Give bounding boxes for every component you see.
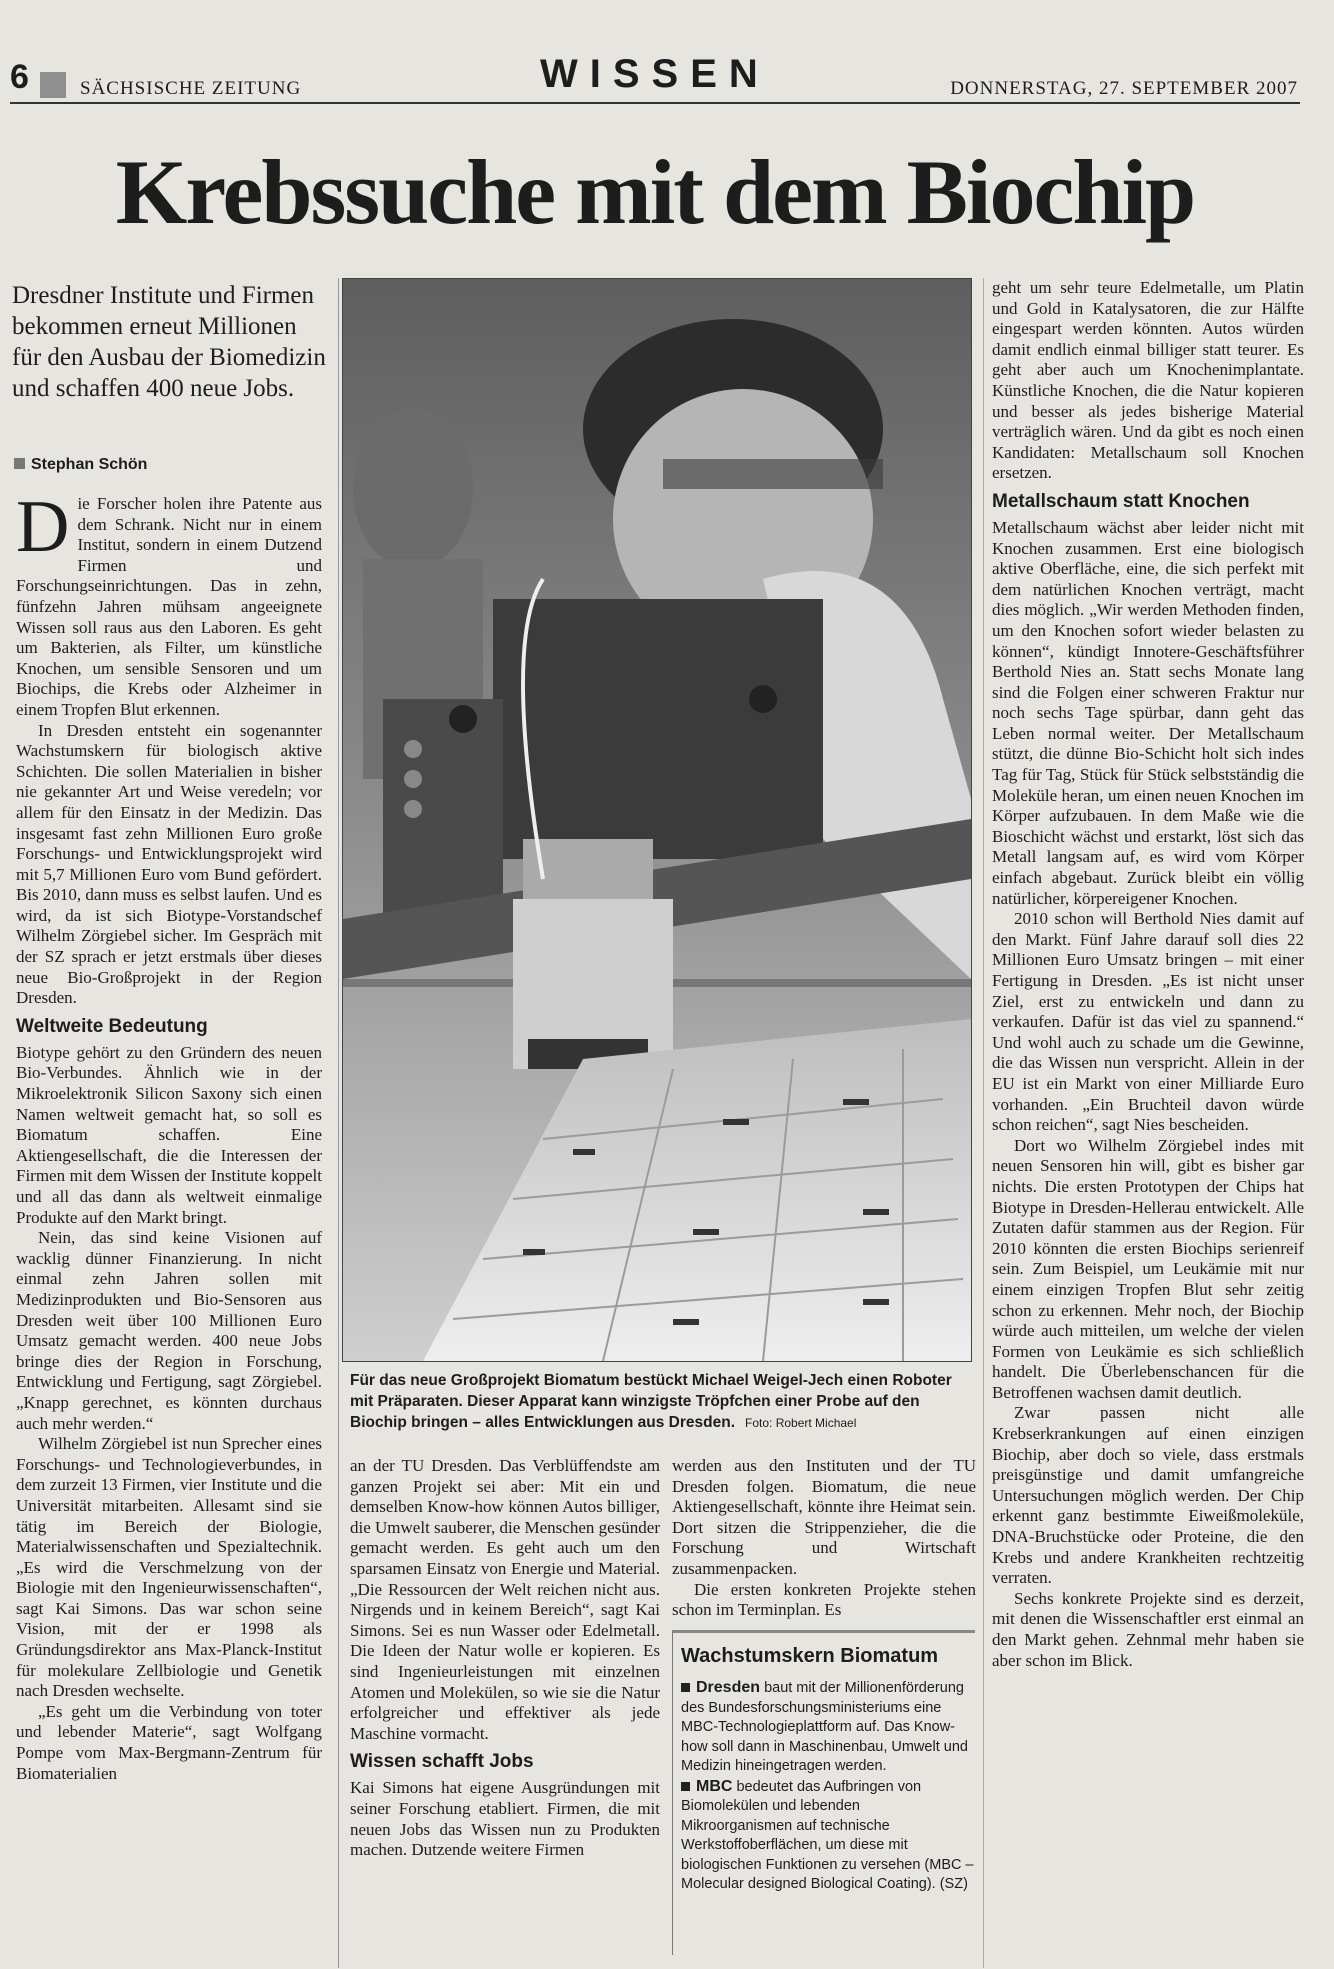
- info-item-mbc: [681, 1777, 975, 1895]
- article-column-3: [672, 1456, 976, 1621]
- page-number-box: [40, 72, 66, 98]
- paragraph: an der TU Dresden. Das Verblüffendste am ganzen Projekt sei aber: Mit ein und demselben Know-how können Autos billiger, die Umwelt sauberer, die Menschen gesünder gemacht werden. Es geht auch um den sparsamen Einsatz von Energie und Material. „Die Ressourcen der Welt reichen nicht aus. Nirgends und in keinem Bereich“, sagt Kai Simons. Sei es nun Wasser oder Edelmetall. Die Ideen der Natur wolle er kopieren. Es sind Ingenieurleistungen mit einzelnen Atomen und Molekülen, so wie sie die Natur erfolgreicher und effektiver als jede Maschine vormacht.: [350, 1456, 660, 1743]
- info-box-title: Wachstumskern Biomatum: [681, 1645, 939, 1667]
- paragraph: „Es geht um die Verbindung von toter und lebender Materie“, sagt Wolfgang Pompe vom Max-Bergmann-Zentrum für Biomaterialien: [16, 1701, 322, 1783]
- robot-photo-illustration: [343, 279, 971, 1361]
- section-title: WISSEN: [540, 52, 770, 96]
- column-divider: [983, 278, 984, 1968]
- info-box: [672, 1630, 975, 1955]
- headline: Krebssuche mit dem Biochip: [115, 141, 1195, 243]
- paragraph: Dort wo Wilhelm Zörgiebel indes mit neuen Sensoren hin will, gibt es bisher gar nichts. Die ersten Prototypen der Chips hat Biotype in Dresden-Hellerau entwickelt. Alle Zutaten dafür stammen aus der Region. Für 2010 könnten die ersten Biochips serienreif sein. Zum Beispiel, um Leukämie mit nur einem einzigen Tropfen Blut sehr zeitig schon zu erkennen. Mehr noch, der Biochip würde auch mitteilen, um welche der vielen Formen von Leukämie es sich schließlich handelt. Die Überlebenschancen für die Betroffenen wachsen damit deutlich.: [992, 1135, 1304, 1402]
- newspaper-name: SÄCHSISCHE ZEITUNG: [80, 78, 302, 99]
- paragraph: Zwar passen nicht alle Krebserkrankungen auf einen einzigen Biochip, aber doch so viele, dass erstmals preisgünstige und damit umfangreiche Untersuchungen möglich werden. Der Chip erkennt ganz bestimmte Eiweißmoleküle, DNA-Bruchstücke oder Proteine, die den Krebs und andere Krankheiten rechtzeitig verraten.: [992, 1403, 1304, 1588]
- byline-square-icon: [14, 458, 25, 469]
- paragraph: geht um sehr teure Edelmetalle, um Platin und Gold in Katalysatoren, die zur Hälfte eingespart werden könnten. Autos würden damit endlich einmal billiger statt teurer. Es geht aber auch um Knochenimplantate. Künstliche Knochen, die die Natur kopieren und besser als jedes bisherige Material verträglich wären. Und da gibt es noch einen Kandidaten: Metallschaum soll Knochen ersetzen.: [992, 278, 1304, 483]
- drop-cap: D: [16, 486, 70, 568]
- photo-caption: [350, 1370, 970, 1434]
- info-item-label: Dresden: [696, 1679, 761, 1696]
- bullet-square-icon: [681, 1683, 690, 1692]
- page-number: 6: [10, 58, 29, 96]
- article-photo: [342, 278, 972, 1362]
- info-item-text: baut mit der Millionenförderung des Bundesforschungsministeriums eine MBC-Technologieplattform auf. Das Know-how soll dann in Maschinenbau, Umwelt und Medizin hineingetragen werden.: [681, 1680, 968, 1774]
- subheading: Wissen schafft Jobs: [350, 1751, 534, 1773]
- paragraph: 2010 schon will Berthold Nies damit auf den Markt. Fünf Jahre darauf soll dies 22 Millionen Euro Umsatz bringen – mit einer Fertigung in Dresden. „Es ist nicht unser Ziel, erst zu entwickeln und dann zu verkaufen. Dafür ist das viel zu spannend.“ Und wohl auch zu schade um die Gewinne, die das Wissen nun verspricht. Allein in der EU ist ein Markt von einer Milliarde Euro vorhanden. „Ein Bruchteil davon würde schon reichen“, sagt Nies bescheiden.: [992, 909, 1304, 1135]
- paragraph: Biotype gehört zu den Gründern des neuen Bio-Verbundes. Ähnlich wie in der Mikroelektronik Silicon Saxony sich einen Namen weltweit gemacht hat, so soll es Biomatum schaffen. Eine Aktiengesellschaft, die die Interessen der Firmen mit dem Wissen der Institute koppelt und all das dann als weltweit einmalige Produkte auf den Markt bringt.: [16, 1042, 322, 1227]
- photo-credit: Foto: Robert Michael: [745, 1416, 857, 1430]
- paragraph: In Dresden entsteht ein sogenannter Wachstumskern für biologisch aktive Schichten. Die sollen Materialien in bisher nie gekannter Art und Weise veredeln; vor allem für den Einsatz in der Medizin. Das insgesamt fast zehn Millionen Euro große Forschungs- und Entwicklungsprojekt wird mit 5,7 Millionen Euro vom Bund gefördert. Bis 2010, dann muss es selbst laufen. Und es wird, da ist sich Biotype-Vorstandschef Wilhelm Zörgiebel sicher. Im Gespräch mit der SZ sprach er jetzt erstmals über dieses neue Bio-Großprojekt in der Region Dresden.: [16, 720, 322, 1008]
- column-divider: [338, 278, 339, 1968]
- paragraph: Sechs konkrete Projekte sind es derzeit, mit denen die Wissenschaftler erst einmal an den Markt gehen. Zehnmal mehr haben sie aber schon im Blick.: [992, 1588, 1304, 1670]
- info-item-dresden: [681, 1678, 975, 1777]
- paragraph: Metallschaum wächst aber leider nicht mit Knochen zusammen. Erst eine biologisch aktive Oberfläche, eine, die sich perfekt mit dem natürlichen Knochen verträgt, macht dies möglich. „Wir werden Methoden finden, um den Knochen sofort wieder belasten zu können“, kündigt Innotere-Geschäftsführer Berthold Nies an. Statt sechs Monate lang sind die Folgen einer schweren Fraktur nur noch sechs Tage spürbar, dann geht das Leben normal weiter. Der Metallschaum stützt, die dünne Bio-Schicht holt sich indes Tag für Tag, Stück für Stück selbstständig die Moleküle heran, um einen neuen Knochen im Körper aufzubauen. In dem Maße wie die Bioschicht wächst und erstarkt, löst sich das Metall langsam auf, es wird vom Körper einfach abgebaut. Zurück bleibt ein völlig natürlicher, körpereigener Knochen.: [992, 517, 1304, 908]
- subheading: Weltweite Bedeutung: [16, 1015, 208, 1037]
- masthead-rule: [10, 102, 1300, 104]
- article-column-2: [350, 1456, 660, 1861]
- subheading: Metallschaum statt Knochen: [992, 490, 1250, 512]
- author-byline: [14, 456, 147, 474]
- paragraph: Nein, das sind keine Visionen auf wacklig dünner Finanzierung. In nicht einmal zehn Jahren sollen mit Medizinprodukten und Bio-Sensoren aus Dresden weit über 100 Millionen Euro Umsatz gemacht werden. 400 neue Jobs bringe dies der Region in Forschung, Entwicklung und Fertigung, sagt Zörgiebel. „Knapp gerechnet, es könnten durchaus auch mehr werden.“: [16, 1228, 322, 1433]
- caption-text: Für das neue Großprojekt Biomatum bestückt Michael Weigel-Jech einen Roboter mit Präparaten. Dieser Apparat kann winzigste Tröpfchen einer Probe auf den Biochip bringen – alles Entwicklungen aus Dresden.: [350, 1372, 952, 1431]
- info-item-label: MBC: [696, 1777, 733, 1795]
- paragraph-text: ie Forscher holen ihre Patente aus dem Schrank. Nicht nur in einem Institut, sondern in einem Dutzend Firmen und Forschungseinrichtungen. Das in zehn, fünfzehn Jahren mühsam angeeignete Wissen soll raus aus den Laboren. Es geht um Bakterien, als Filter, um künstliche Knochen, um sensible Sensoren und um Biochips, die Krebs oder Alzheimer in einem Tropfen Blut erkennen.: [16, 494, 322, 719]
- article-column-4: [992, 278, 1304, 1671]
- paragraph: Die ersten konkreten Projekte stehen schon im Terminplan. Es: [672, 1579, 976, 1620]
- article-column-1: [16, 486, 322, 1784]
- paragraph: werden aus den Instituten und der TU Dresden folgen. Biomatum, die neue Aktiengesellschaft, könnte ihre Heimat sein. Dort sitzen die Strippenzieher, die die Forschung und Wirtschaft zusammenpacken.: [672, 1456, 976, 1578]
- paragraph: Kai Simons hat eigene Ausgründungen mit seiner Forschung etabliert. Firmen, die mit neuen Jobs das Wissen nun zu Produkten machen. Dutzende weitere Firmen: [350, 1778, 660, 1860]
- paragraph: Wilhelm Zörgiebel ist nun Sprecher eines Forschungs- und Technologieverbundes, in dem zurzeit 13 Firmen, vier Institute und die Universität mitarbeiten. Allesamt sind sie tätig im Bereich der Biologie, Materialwissenschaften und Spezialtechnik. „Es wird die Verschmelzung von der Biologie mit den Ingenieurwissenschaften“, sagt Kai Simons. Das war schon seine Vision, mit der er 1998 als Gründungsdirektor ans Max-Planck-Institut für molekulare Zellbiologie und Genetik nach Dresden wechselte.: [16, 1434, 322, 1701]
- bullet-square-icon: [681, 1782, 690, 1791]
- info-item-text: bedeutet das Aufbringen von Biomolekülen und lebenden Mikroorganismen auf technische Werkstoffoberflächen, um diese mit biologischen Funktionen zu versehen (MBC – Molecular designed Biological Coating). (SZ): [681, 1778, 974, 1892]
- author-name: Stephan Schön: [31, 456, 148, 473]
- paragraph: [16, 486, 322, 721]
- deck-text: Dresdner Institute und Firmen bekommen erneut Millionen für den Ausbau der Biomedizin und schaffen 400 neue Jobs.: [12, 282, 326, 402]
- issue-date: DONNERSTAG, 27. SEPTEMBER 2007: [950, 78, 1298, 99]
